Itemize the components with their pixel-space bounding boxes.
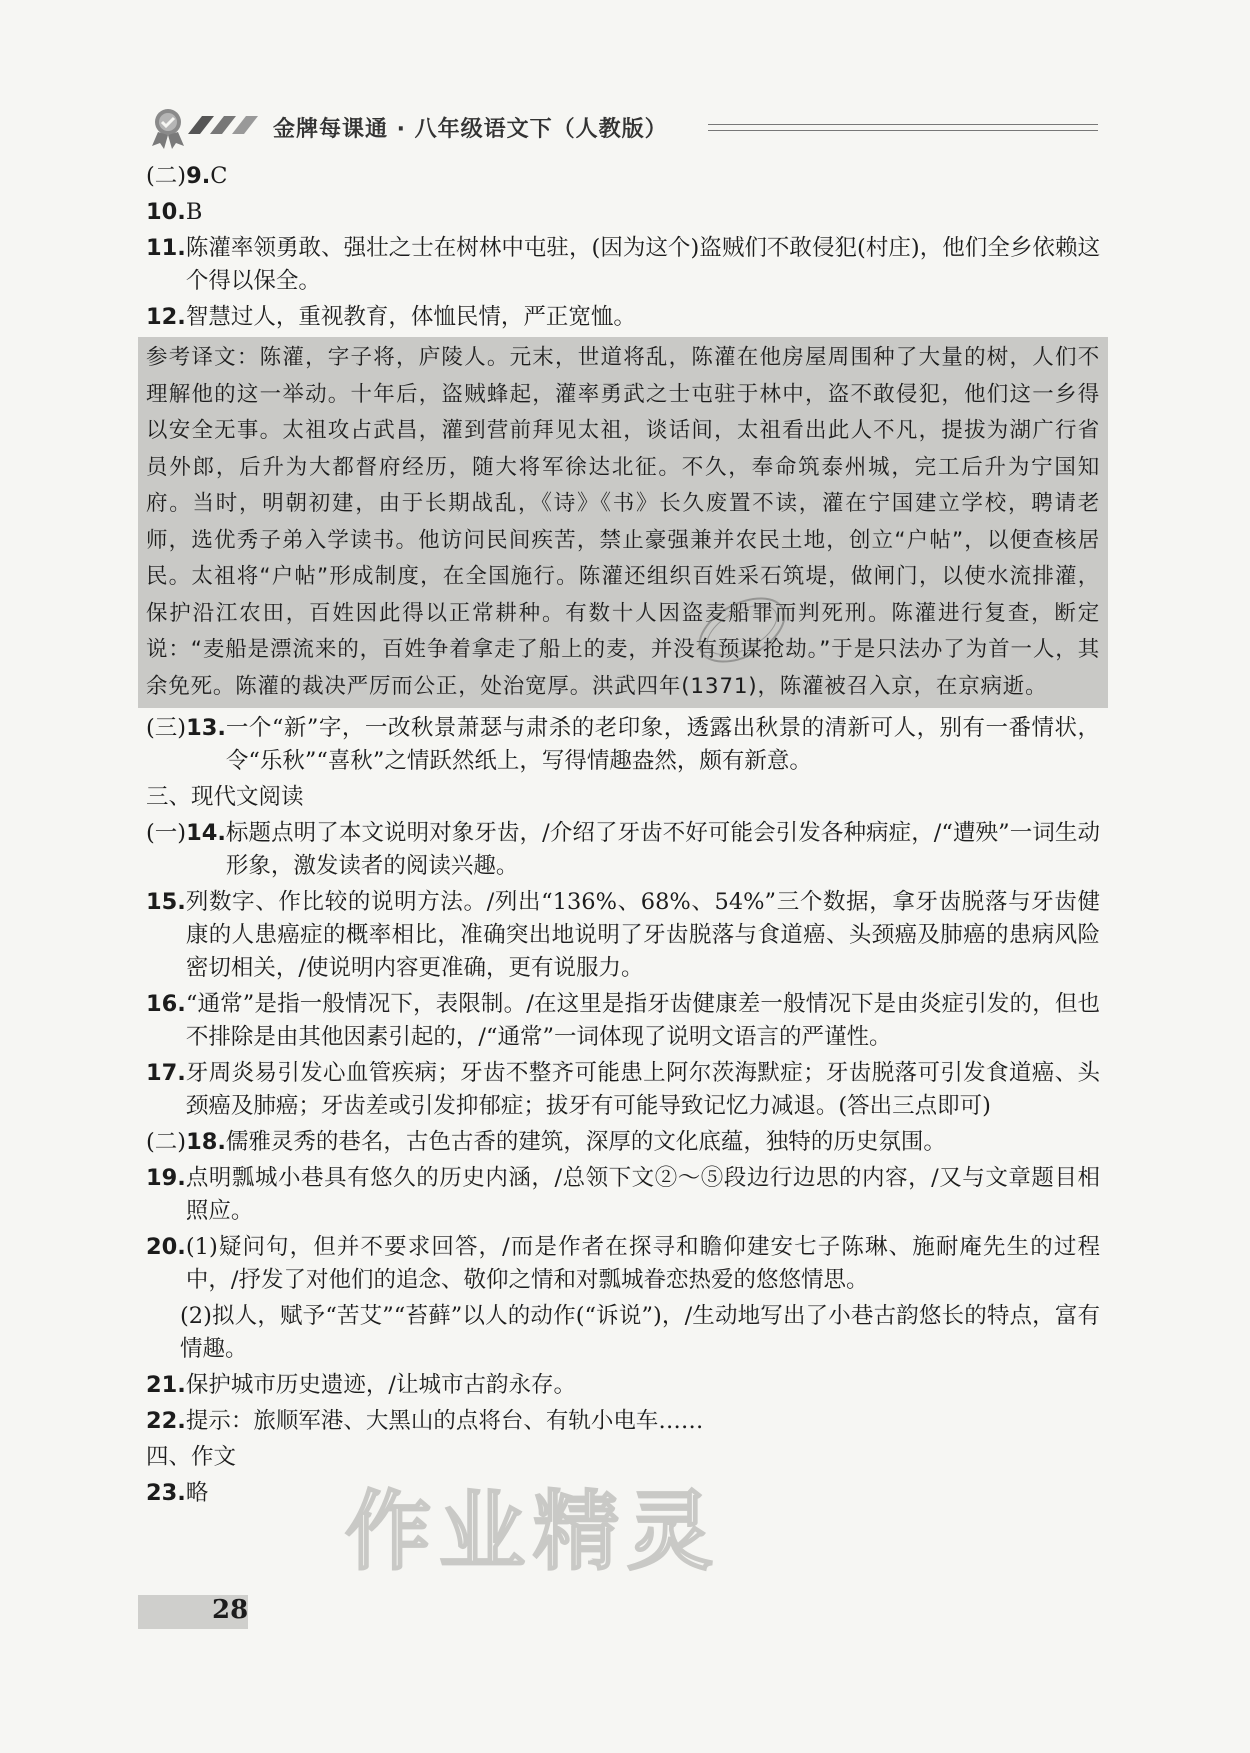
section-heading-modern-reading: 三、现代文阅读 [146,784,304,810]
section-label: (二) [146,163,187,189]
answer-text: 保护城市历史遗迹，/让城市古韵永存。 [185,1372,576,1398]
answer-item [146,712,1100,778]
answer-text: 智慧过人，重视教育，体恤民情，严正宽恤。 [185,304,636,330]
question-number: 12. [146,304,186,330]
answer-item [146,160,1100,193]
medal-badge-icon [148,104,268,152]
answer-item [146,196,1100,229]
question-number: 19. [146,1165,186,1191]
question-number: 10. [146,199,186,225]
answer-item [146,886,1100,985]
answer-item [146,301,1100,334]
question-number: 21. [146,1372,186,1398]
answer-text: C [210,163,228,189]
answer-item [146,988,1100,1054]
book-title: 金牌每课通 · 八年级语文下（人教版） [273,117,668,142]
answer-text: 儒雅灵秀的巷名，古色古香的建筑，深厚的文化底蕴，独特的历史氛围。 [225,1129,946,1155]
question-number: 20. [146,1234,186,1260]
answer-text: 点明瓢城小巷具有悠久的历史内涵，/总领下文②～⑤段边行边思的内容，/又与文章题目相照应。 [185,1165,1100,1224]
answer-item [146,1126,1100,1159]
answer-text: 提示：旅顺军港、大黑山的点将台、有轨小电车…… [185,1408,704,1434]
section-label: (二) [146,1129,187,1155]
answer-text: “通常”是指一般情况下，表限制。/在这里是指牙齿健康差一般情况下是由炎症引发的，但也不排除是由其他因素引起的，/“通常”一词体现了说明文语言的严谨性。 [185,991,1100,1050]
answer-item [146,817,1100,883]
section-label: (一) [146,820,187,846]
answer-text: 陈灌率领勇敢、强壮之士在树林中屯驻，(因为这个)盗贼们不敢侵犯(村庄)，他们全乡依赖这个得以保全。 [185,235,1100,294]
question-number: 14. [186,820,226,846]
question-number: 16. [146,991,186,1017]
page-number: 28 [212,1595,249,1625]
answer-content [146,160,1100,1510]
answer-text: 标题点明了本文说明对象牙齿，/介绍了牙齿不好可能会引发各种病症，/“遭殃”一词生动形象，激发读者的阅读兴趣。 [225,820,1100,879]
reference-translation: 参考译文：陈灌，字子将，庐陵人。元末，世道将乱，陈灌在他房屋周围种了大量的树，人们不理解他的这一举动。十年后，盗贼蜂起，灌率勇武之士屯驻于林中，盗不敢侵犯，他们这一乡得以安全无事。太祖攻占武昌，灌到营前拜见太祖，谈话间，太祖看出此人不凡，提拔为湖广行省员外郎，后升为大都督府经历，随大将军徐达北征。不久，奉命筑泰州城，完工后升为宁国知府。当时，明朝初建，由于长期战乱，《诗》《书》长久废置不读，灌在宁国建立学校，聘请老师，选优秀子弟入学读书。他访问民间疾苦，禁止豪强兼并农民土地，创立“户帖”，以便查核居民。太祖将“户帖”形成制度，在全国施行。陈灌还组织百姓采石筑堤，做闸门，以使水流排灌，保护沿江农田，百姓因此得以正常耕种。有数十人因盗麦船罪而判死刑。陈灌进行复查，断定说：“麦船是漂流来的，百姓争着拿走了船上的麦，并没有预谋抢劫。”于是只法办了为首一人，其余免死。陈灌的裁决严厉而公正，处治宽厚。洪武四年(1371)，陈灌被召入京，在京病逝。 [138,337,1108,708]
question-number: 18. [186,1129,226,1155]
answer-text: 列数字、作比较的说明方法。/列出“136%、68%、54%”三个数据，拿牙齿脱落与牙齿健康的人患癌症的概率相比，准确突出地说明了牙齿脱落与食道癌、头颈癌及肺癌的患病风险密切相关，/使说明内容更准确，更有说服力。 [185,889,1100,981]
answer-item [146,1231,1100,1297]
answer-text: 牙周炎易引发心血管疾病；牙齿不整齐可能患上阿尔茨海默症；牙齿脱落可引发食道癌、头颈癌及肺癌；牙齿差或引发抑郁症；拔牙有可能导致记忆力减退。(答出三点即可) [185,1060,1100,1119]
answer-item [146,1162,1100,1228]
answer-text: B [185,199,203,225]
header-divider [708,124,1098,131]
answer-item [146,1057,1100,1123]
answer-text: 一个“新”字，一改秋景萧瑟与肃杀的老印象，透露出秋景的清新可人，别有一番情状，令“乐秋”“喜秋”之情跃然纸上，写得情趣盎然，颇有新意。 [225,715,1100,774]
question-number: 11. [146,235,186,261]
page-header [148,104,1098,152]
answer-item [146,1369,1100,1402]
question-number: 9. [186,163,211,189]
answer-subpart: (2)拟人，赋予“苦艾”“苔藓”以人的动作(“诉说”)，/生动地写出了小巷古韵悠长的特点，富有情趣。 [180,1303,1100,1362]
answer-item [146,1405,1100,1438]
answer-text: 略 [185,1480,209,1506]
answer-item [146,232,1100,298]
question-number: 22. [146,1408,186,1434]
question-number: 13. [186,715,226,741]
question-number: 15. [146,889,186,915]
watermark: 作业精灵 [345,1482,721,1582]
answer-text: (1)疑问句，但并不要求回答，/而是作者在探寻和瞻仰建安七子陈琳、施耐庵先生的过程中，/抒发了对他们的追念、敬仰之情和对瓢城眷恋热爱的悠悠情思。 [185,1234,1100,1293]
section-label: (三) [146,715,187,741]
question-number: 17. [146,1060,186,1086]
section-heading-composition: 四、作文 [146,1444,237,1470]
question-number: 23. [146,1480,186,1506]
